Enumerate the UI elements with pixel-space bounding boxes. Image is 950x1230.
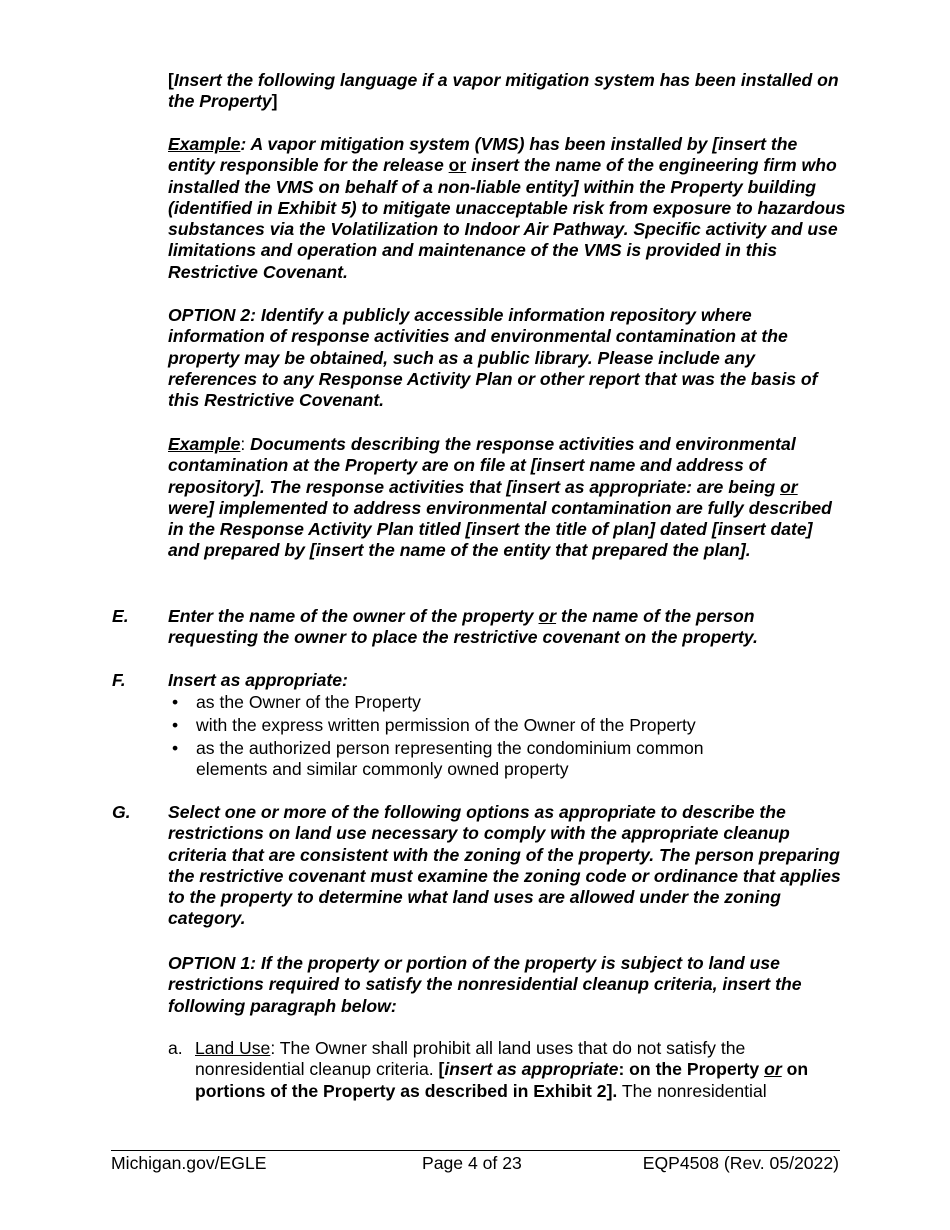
land-use-title: Land Use bbox=[195, 1038, 271, 1058]
docs-example-part1: Documents describing the response activities and environmental contamination at the Property are on file at [insert name and address of repository]. The response activities that [insert as appropriate: are being bbox=[168, 434, 796, 497]
bullet-icon: • bbox=[172, 737, 179, 758]
land-use-text bbox=[195, 1038, 858, 1102]
option-1-paragraph: OPTION 1: If the property or portion of the property is subject to land use restrictions required to satisfy the nonresidential cleanup criteria, insert the following paragraph below: bbox=[168, 953, 802, 1016]
option-2-paragraph: OPTION 2: Identify a publicly accessible information repository where information of response activities and environmental contamination at the property may be obtained, such as a public library. Please include any references to any Response Activity Plan or other report that was the basis of this Restrictive Covenant. bbox=[168, 305, 818, 411]
land-use-part1: : The Owner shall prohibit all land uses that do not satisfy the nonresidential cleanup criteria. bbox=[195, 1038, 746, 1080]
or-underlined: or bbox=[764, 1059, 782, 1080]
vms-instruction-text: Insert the following language if a vapor mitigation system has been installed on the Property bbox=[168, 70, 839, 112]
bullet-text: with the express written permission of the Owner of the Property bbox=[196, 714, 696, 735]
bracket-open: [ bbox=[168, 70, 174, 90]
bullet-icon: • bbox=[172, 692, 179, 712]
docs-example-part2: were] implemented to address environmental contamination are fully described in the Response Activity Plan titled [insert the title of plan] dated [insert date] and prepared by [insert the name of the entity that prepared the plan]. bbox=[168, 497, 832, 561]
bullet-icon: • bbox=[172, 714, 179, 735]
vms-example-part2: insert the name of the engineering firm who installed the VMS on behalf of a non-liable entity] within the Property building (identified in Exhibit 5) to mitigate unacceptable risk from exposure to hazardous substances via the Volatilization to Indoor Air Pathway. Specific activity and use limitations and operation and maintenance of the VMS is provided in this Restrictive Covenant. bbox=[168, 155, 846, 282]
list-letter: a. bbox=[168, 1038, 183, 1058]
land-use-part2: The nonresidential bbox=[617, 1080, 767, 1101]
item-e-text bbox=[168, 606, 848, 649]
item-f-bullet-list bbox=[168, 692, 848, 782]
list-item bbox=[168, 715, 848, 736]
item-f-heading: Insert as appropriate: bbox=[168, 670, 348, 690]
land-use-bold1: : on the Property bbox=[618, 1059, 765, 1080]
bracket-close: ] bbox=[271, 91, 278, 112]
example-colon: : bbox=[240, 434, 246, 454]
item-g-label: G. bbox=[112, 802, 131, 822]
land-use-bold2: on portions of the Property as described in Exhibit 2]. bbox=[195, 1059, 809, 1101]
docs-example-paragraph bbox=[168, 434, 848, 562]
footer-form-number: EQP4508 (Rev. 05/2022) bbox=[642, 1153, 839, 1173]
insert-italic: insert as appropriate bbox=[444, 1059, 619, 1080]
example-label: Example bbox=[168, 434, 241, 454]
item-e-part1: Enter the name of the owner of the property bbox=[168, 606, 539, 626]
footer-page-number: Page 4 of 23 bbox=[422, 1153, 522, 1173]
bullet-text: as the authorized person representing the condominium common elements and similar commonly owned property bbox=[196, 737, 704, 779]
vms-example-paragraph bbox=[168, 134, 848, 283]
item-e-label: E. bbox=[112, 606, 129, 626]
item-f-label: F. bbox=[112, 670, 126, 690]
example-label: Example bbox=[168, 134, 241, 154]
vms-instruction bbox=[168, 70, 848, 113]
vms-example-part1: : A vapor mitigation system (VMS) has been installed by [insert the entity responsible for the release bbox=[168, 134, 798, 176]
or-underlined: or bbox=[780, 476, 798, 497]
footer-website-link[interactable]: Michigan.gov/EGLE bbox=[111, 1153, 267, 1173]
land-use-item bbox=[168, 1038, 858, 1102]
bracket-open: [ bbox=[438, 1059, 445, 1080]
or-underlined: or bbox=[538, 606, 557, 626]
footer-divider bbox=[111, 1150, 840, 1151]
bullet-text: as the Owner of the Property bbox=[196, 692, 421, 712]
item-g-text: Select one or more of the following options as appropriate to describe the restrictions on land use necessary to comply with the appropriate cleanup criteria that are consistent with the zoning of the property. The person preparing the restrictive covenant must examine the zoning code or ordinance that applies to the property to determine what land uses are allowed under the zoning category. bbox=[168, 802, 841, 929]
or-underlined: or bbox=[448, 155, 467, 176]
item-e-part2: the name of the person requesting the owner to place the restrictive covenant on the property. bbox=[168, 606, 758, 648]
list-item bbox=[168, 738, 848, 781]
list-item bbox=[168, 692, 848, 713]
